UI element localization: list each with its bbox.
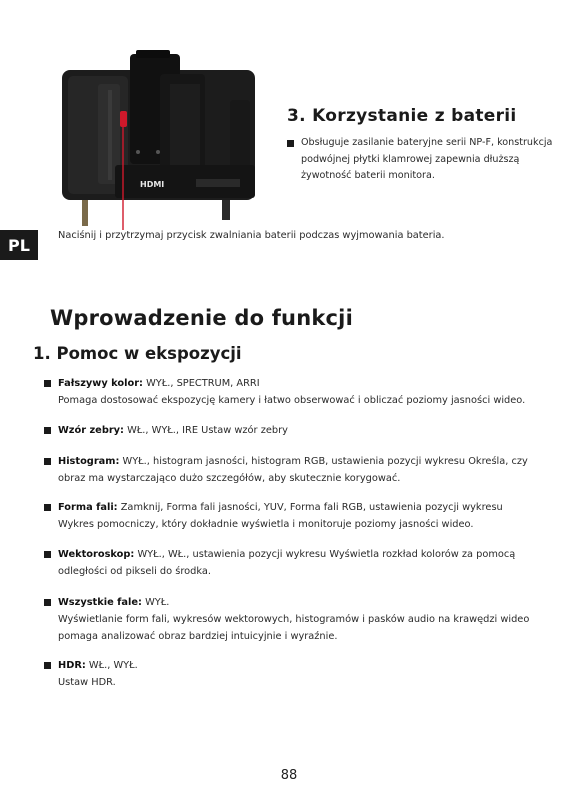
feature-label: Wszystkie fale:: [58, 597, 142, 608]
feature-label: Forma fali:: [58, 502, 118, 513]
feature-all-waves: [44, 594, 564, 645]
hdmi-logo: HDMI: [140, 180, 165, 189]
battery-section-title: 3. Korzystanie z baterii: [287, 106, 517, 126]
bullet-square-icon: [44, 427, 51, 434]
feature-options: WŁ., WYŁ.: [85, 660, 138, 671]
feature-histogram: [44, 453, 544, 487]
feature-description: Wyświetlanie form fali, wykresów wektorowych, histogramów i pasków audio na krawędzi wideo pomaga analizować obraz bardziej intuicyjnie i wyraźnie.: [58, 614, 530, 642]
feature-description: Pomaga dostosować ekspozycję kamery i łatwo obserwować i obliczać poziomy jasności wideo.: [58, 395, 526, 406]
battery-release-note: Naciśnij i przytrzymaj przycisk zwalniania baterii podczas wyjmowania bateria.: [58, 230, 445, 241]
feature-vectorscope: [44, 546, 544, 580]
feature-label: Wzór zebry:: [58, 425, 124, 436]
feature-waveform: [44, 499, 539, 533]
feature-options: WYŁ.: [141, 597, 170, 608]
feature-options: Zamknij, Forma fali jasności, YUV, Forma fali RGB, ustawienia pozycji wykresu Wykres pomocniczy, który dokładnie wyświetla i monitoruje poziomy jasności wideo.: [58, 502, 503, 530]
battery-section-text: Obsługuje zasilanie bateryjne serii NP-F, konstrukcja podwójnej płytki klamrowej zapewnia dłuższą żywotność baterii monitora.: [301, 137, 553, 181]
feature-options: WYŁ., WŁ., ustawienia pozycji wykresu Wyświetla rozkład kolorów za pomocą odległości od pikseli do środka.: [58, 549, 516, 577]
bullet-square-icon: [287, 140, 294, 147]
bullet-square-icon: [44, 458, 51, 465]
bullet-square-icon: [44, 504, 51, 511]
bullet-square-icon: [44, 551, 51, 558]
page-number: 88: [280, 768, 298, 783]
feature-label: Wektoroskop:: [58, 549, 135, 560]
feature-hdr: [44, 657, 564, 691]
feature-label: HDR:: [58, 660, 86, 671]
language-tab-pl: PL: [0, 230, 38, 260]
exposure-section-title: 1. Pomoc w ekspozycji: [33, 344, 242, 363]
battery-section-body: [287, 135, 572, 185]
feature-options: WYŁ., SPECTRUM, ARRI: [142, 378, 260, 389]
feature-description: Ustaw HDR.: [58, 677, 116, 688]
feature-zebra: [44, 422, 564, 439]
feature-label: Fałszywy kolor:: [58, 378, 143, 389]
feature-label: Histogram:: [58, 456, 120, 467]
monitor-battery-photo: [60, 40, 270, 230]
page-title: Wprowadzenie do funkcji: [50, 306, 353, 330]
feature-options: WŁ., WYŁ., IRE Ustaw wzór zebry: [123, 425, 288, 436]
bullet-square-icon: [44, 599, 51, 606]
feature-options: WYŁ., histogram jasności, histogram RGB, ustawienia pozycji wykresu Określa, czy obraz ma wystarczająco dużo szczegółów, aby skutecznie korygować.: [58, 456, 528, 484]
feature-false-color: [44, 375, 564, 409]
bullet-square-icon: [44, 662, 51, 669]
bullet-square-icon: [44, 380, 51, 387]
